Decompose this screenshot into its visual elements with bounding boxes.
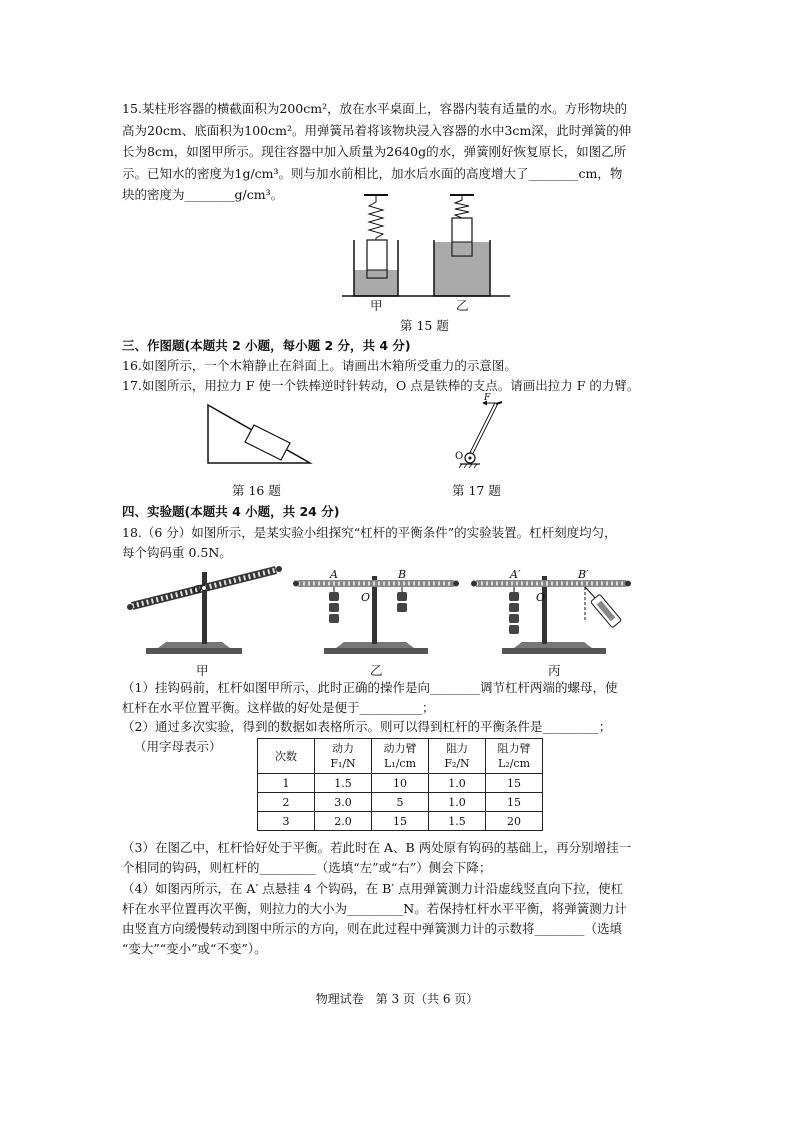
q17-label-f: F: [484, 393, 491, 403]
q18-line1: 18.（6 分）如图所示，是某实验小组探究“杠杆的平衡条件”的实验装置。杠杆刻度均匀，: [122, 525, 617, 540]
table-cell: 1.5: [315, 774, 372, 793]
q15-label-yi: 乙: [456, 298, 469, 313]
q16-text: 16.如图所示，一个木箱静止在斜面上。请画出木箱所受重力的示意图。: [122, 358, 517, 373]
q17-caption: 第 17 题: [452, 483, 501, 498]
q18-yi-o: O: [361, 591, 371, 604]
table-cell: 15: [372, 812, 429, 831]
q15-line5: 块的密度为________g/cm³。: [122, 187, 284, 202]
q18-jia-o: O: [193, 583, 203, 596]
q18-bing-o: O: [536, 591, 546, 604]
q15-figure: [338, 188, 518, 313]
q15-line1: 15.某柱形容器的横截面积为200cm²，放在水平桌面上，容器内装有适量的水。方形物块的: [122, 101, 628, 116]
q18-p1-line1: （1）挂钩码前，杠杆如图甲所示，此时正确的操作是向________调节杠杆两端的螺母，使: [122, 680, 618, 695]
q18-figure-jia: [128, 560, 288, 660]
q18-label-jia: 甲: [196, 663, 209, 678]
q18-yi-b: B: [398, 568, 407, 581]
table-row: [258, 793, 543, 812]
q18-p4-line3: 由竖直方向缓慢转动到图中所示的方向，则在此过程中弹簧测力计的示数将________（选填: [122, 921, 623, 936]
table-header: 次数: [258, 739, 315, 774]
q18-line2: 每个钩码重 0.5N。: [122, 545, 232, 560]
q18-p2-line2: （用字母表示）: [134, 739, 222, 754]
q18-p2-line1: （2）通过多次实验，得到的数据如表格所示。则可以得到杠杆的平衡条件是_________；: [122, 719, 612, 734]
q16-caption: 第 16 题: [232, 483, 281, 498]
q16-figure: [206, 403, 316, 467]
table-cell: 1.5: [429, 812, 486, 831]
q18-p4-line4: “变大”“变小”或“不变”）。: [122, 941, 267, 956]
page-footer: 物理试卷 第 3 页（共 6 页）: [315, 992, 479, 1006]
q15-label-jia: 甲: [370, 298, 383, 313]
q18-bing-b2: B′: [578, 568, 589, 581]
q18-figure-bing: [472, 570, 652, 660]
q18-p4-line1: （4）如图丙所示，在 A′ 点悬挂 4 个钩码，在 B′ 点用弹簧测力计沿虚线竖直向下拉，使杠: [122, 881, 624, 896]
q18-p1-line2: 杠杆在水平位置平衡。这样做的好处是便于__________；: [122, 700, 435, 715]
table-cell: 20: [486, 812, 543, 831]
table-header: 动力 F₁/N: [315, 739, 372, 774]
table-header: 动力臂 L₁/cm: [372, 739, 429, 774]
table-cell: 5: [372, 793, 429, 812]
table-cell: 1.0: [429, 793, 486, 812]
q18-bing-a2: A′: [510, 568, 521, 581]
table-cell: 1: [258, 774, 315, 793]
q15-line2: 高为20cm、底面积为100cm²。用弹簧吊着将该物块浸入容器的水中3cm深，此时弹簧的伸: [122, 123, 632, 138]
table-cell: 3: [258, 812, 315, 831]
q15-caption: 第 15 题: [400, 318, 449, 333]
q18-yi-a: A: [330, 568, 338, 581]
table-cell: 2: [258, 793, 315, 812]
q18-figure-yi: [294, 570, 464, 660]
q18-p3-line2: 个相同的钩码，则杠杆的_________（选填“左”或“右”）侧会下降；: [122, 860, 492, 875]
section3-heading: 三、作图题(本题共 2 小题，每小题 2 分，共 4 分): [122, 338, 411, 353]
section4-heading: 四、实验题(本题共 4 小题，共 24 分): [122, 504, 340, 519]
data-table: [257, 738, 543, 831]
table-row: [258, 812, 543, 831]
q17-label-o: O: [455, 451, 464, 462]
q18-label-yi: 乙: [370, 663, 383, 678]
table-header-row: [258, 739, 543, 774]
table-cell: 10: [372, 774, 429, 793]
q18-p3-line1: （3）在图乙中，杠杆恰好处于平衡。若此时在 A、B 两处原有钩码的基础上，再分别增挂一: [122, 840, 632, 855]
q18-label-bing: 丙: [548, 663, 561, 678]
table-cell: 1.0: [429, 774, 486, 793]
table-cell: 15: [486, 793, 543, 812]
table-row: [258, 774, 543, 793]
q15-line3: 长为8cm，如图甲所示。现往容器中加入质量为2640g的水，弹簧刚好恢复原长，如图乙所: [122, 144, 627, 159]
table-header: 阻力臂 L₂/cm: [486, 739, 543, 774]
q17-text: 17.如图所示，用拉力 F 使一个铁棒逆时针转动，O 点是铁棒的支点。请画出拉力 F 的力臂。: [122, 378, 640, 393]
table-cell: 3.0: [315, 793, 372, 812]
q15-line4: 示。已知水的密度为1g/cm³。则与加水前相比，加水后水面的高度增大了________cm，物: [122, 166, 623, 181]
table-cell: 2.0: [315, 812, 372, 831]
table-cell: 15: [486, 774, 543, 793]
q18-p4-line2: 杆在水平位置再次平衡，则拉力的大小为_________N。若保持杠杆水平平衡，将弹簧测力计: [122, 901, 627, 916]
table-header: 阻力 F₂/N: [429, 739, 486, 774]
